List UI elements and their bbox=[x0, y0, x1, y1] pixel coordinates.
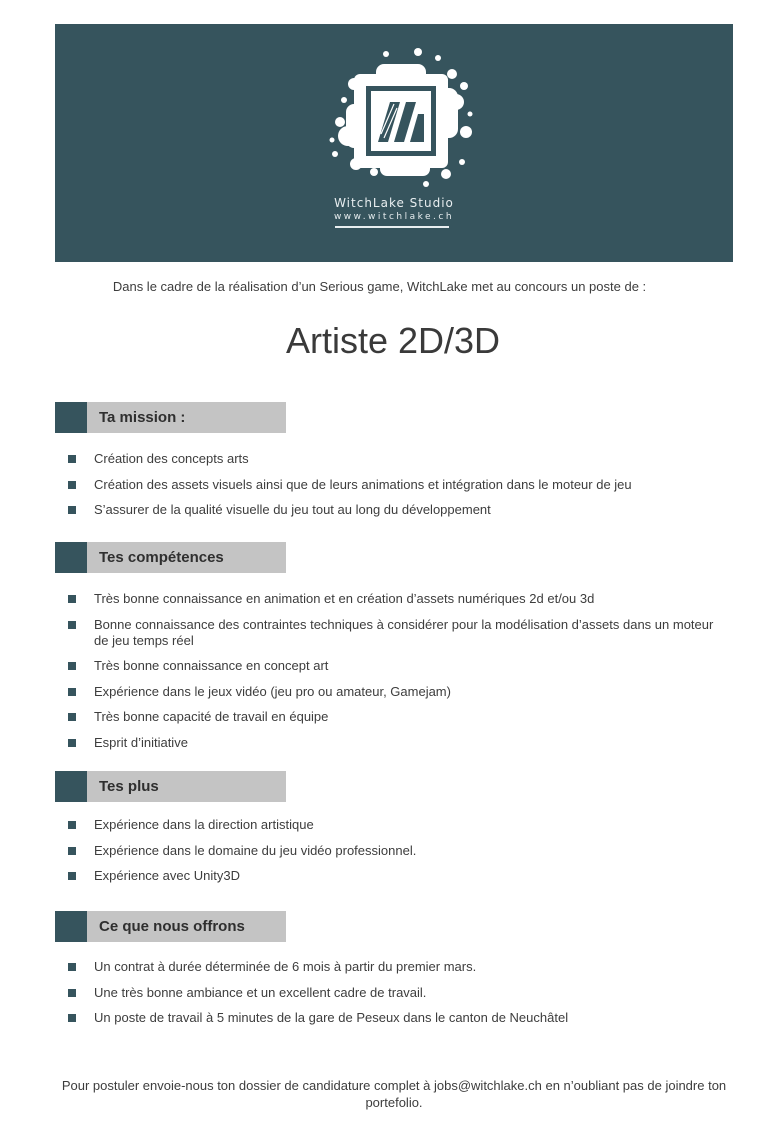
list-item: Un contrat à durée déterminée de 6 mois à partir du premier mars. bbox=[66, 959, 726, 975]
section-accent bbox=[55, 771, 87, 802]
section-header-mission bbox=[55, 402, 286, 433]
job-title: Artiste 2D/3D bbox=[285, 320, 501, 361]
bullet-icon bbox=[68, 989, 76, 997]
url-underline bbox=[335, 226, 449, 228]
bullet-icon bbox=[68, 662, 76, 670]
bullet-icon bbox=[68, 1014, 76, 1022]
section-accent bbox=[55, 402, 87, 433]
list-item: Très bonne connaissance en animation et en création d’assets numériques 2d et/ou 3d bbox=[66, 591, 726, 607]
bullet-icon bbox=[68, 739, 76, 747]
list-item: Esprit d’initiative bbox=[66, 735, 726, 751]
list-item: Bonne connaissance des contraintes techniques à considérer pour la modélisation d’assets dans un moteur de jeu temps réel bbox=[66, 617, 726, 649]
studio-name: WitchLake Studio bbox=[334, 196, 454, 210]
bullet-icon bbox=[68, 688, 76, 696]
list-item: Expérience avec Unity3D bbox=[66, 868, 726, 884]
section-accent bbox=[55, 542, 87, 573]
section-header-plus bbox=[55, 771, 286, 802]
list-item: Très bonne capacité de travail en équipe bbox=[66, 709, 726, 725]
section-header-competences bbox=[55, 542, 286, 573]
bullet-icon bbox=[68, 595, 76, 603]
bullet-icon bbox=[68, 847, 76, 855]
list-item: Un poste de travail à 5 minutes de la gare de Peseux dans le canton de Neuchâtel bbox=[66, 1010, 726, 1026]
offer-list bbox=[66, 959, 726, 1036]
bullet-icon bbox=[68, 455, 76, 463]
list-item: Création des concepts arts bbox=[66, 451, 726, 467]
section-title: Ta mission : bbox=[99, 409, 186, 426]
bullet-icon bbox=[68, 963, 76, 971]
bullet-icon bbox=[68, 506, 76, 514]
witchlake-logo-icon bbox=[326, 44, 476, 194]
list-item: S’assurer de la qualité visuelle du jeu tout au long du développement bbox=[66, 502, 726, 518]
studio-url[interactable]: www.witchlake.ch bbox=[333, 212, 455, 222]
intro-text: Dans le cadre de la réalisation d’un Serious game, WitchLake met au concours un poste de : bbox=[112, 279, 647, 294]
footer-text: Pour postuler envoie-nous ton dossier de candidature complet à jobs@witchlake.ch en n’oubliant pas de joindre ton portefolio. bbox=[61, 1078, 727, 1110]
bullet-icon bbox=[68, 713, 76, 721]
bullet-icon bbox=[68, 821, 76, 829]
section-title: Tes plus bbox=[99, 778, 159, 795]
list-item: Une très bonne ambiance et un excellent cadre de travail. bbox=[66, 985, 726, 1001]
plus-list bbox=[66, 817, 726, 894]
competences-list bbox=[66, 591, 726, 760]
section-title: Ce que nous offrons bbox=[99, 918, 245, 935]
section-header-offer bbox=[55, 911, 286, 942]
section-title: Tes compétences bbox=[99, 549, 224, 566]
list-item: Expérience dans le jeux vidéo (jeu pro ou amateur, Gamejam) bbox=[66, 684, 726, 700]
list-item: Très bonne connaissance en concept art bbox=[66, 658, 726, 674]
section-accent bbox=[55, 911, 87, 942]
list-item: Création des assets visuels ainsi que de leurs animations et intégration dans le moteur de jeu bbox=[66, 477, 726, 493]
bullet-icon bbox=[68, 621, 76, 629]
bullet-icon bbox=[68, 481, 76, 489]
list-item: Expérience dans le domaine du jeu vidéo professionnel. bbox=[66, 843, 726, 859]
list-item: Expérience dans la direction artistique bbox=[66, 817, 726, 833]
mission-list bbox=[66, 451, 726, 528]
bullet-icon bbox=[68, 872, 76, 880]
header-banner bbox=[55, 24, 733, 262]
